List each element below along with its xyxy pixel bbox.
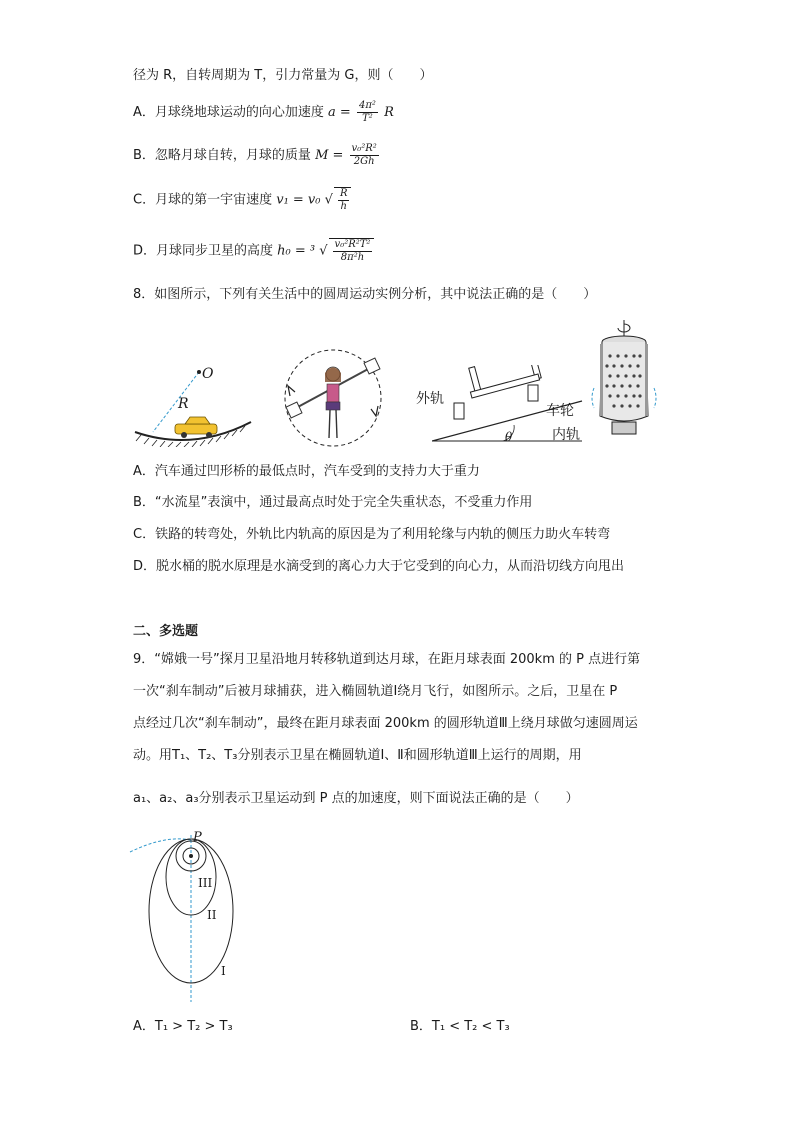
q7-option-b-lhs: M = bbox=[315, 148, 344, 163]
spin-dryer-figure bbox=[588, 318, 668, 448]
q7-option-b-fraction bbox=[350, 143, 379, 168]
water-meteor-figure bbox=[278, 346, 388, 451]
q7-intro: 径为 R，自转周期为 T，引力常量为 G，则（ ） bbox=[133, 68, 433, 83]
q7-option-c-denominator: h bbox=[340, 201, 347, 212]
q8-stem: 8．如图所示，下列有关生活中的圆周运动实例分析，其中说法正确的是（ ） bbox=[133, 287, 597, 302]
q7-option-d-numerator: v₀²R²T² bbox=[334, 239, 371, 250]
girl-icon bbox=[325, 367, 341, 438]
q7-option-a-numerator: 4π² bbox=[358, 100, 376, 111]
q7-option-c-radical bbox=[334, 187, 352, 213]
q7-option-b[interactable] bbox=[133, 143, 381, 168]
q7-option-a-tail: R bbox=[384, 105, 394, 120]
q7-option-c[interactable] bbox=[133, 187, 351, 213]
orbit-ii-label: II bbox=[207, 908, 217, 922]
q7-option-d-denominator: 8π²h bbox=[340, 252, 365, 263]
q9-text-line-3: 点经过几次“刹车制动”，最终在距月球表面 200km 的圆形轨道Ⅲ上绕月球做匀速圆周运 bbox=[133, 716, 638, 731]
q9-text-line-4: 动。用T₁、T₂、T₃分别表示卫星在椭圆轨道Ⅰ、Ⅱ和圆形轨道Ⅲ上运行的周期，用 bbox=[133, 748, 582, 763]
q9-option-b[interactable]: B．T₁ < T₂ < T₃ bbox=[410, 1019, 510, 1034]
q7-option-b-text: B．忽略月球自转，月球的质量 bbox=[133, 148, 311, 163]
q7-option-b-denominator: 2Gh bbox=[353, 156, 375, 167]
q8-option-b[interactable]: B．“水流星”表演中，通过最高点时处于完全失重状态，不受重力作用 bbox=[133, 495, 533, 510]
q7-option-d[interactable] bbox=[133, 238, 374, 264]
q7-option-a-text: A．月球绕地球运动的向心加速度 bbox=[133, 105, 324, 120]
q7-option-d-text: D．月球同步卫星的高度 bbox=[133, 243, 274, 259]
q7-option-d-lhs: h₀ = ³ bbox=[277, 243, 316, 259]
inner-rail-label: 内轨 bbox=[552, 427, 580, 443]
q9-text-line-5: a₁、a₂、a₃分别表示卫星运动到 P 点的加速度，则下面说法正确的是（ ） bbox=[133, 791, 579, 806]
q7-option-a-fraction bbox=[357, 100, 378, 125]
point-p-label: P bbox=[193, 830, 202, 845]
q8-option-a[interactable]: A．汽车通过凹形桥的最低点时，汽车受到的支持力大于重力 bbox=[133, 464, 480, 479]
outer-rail-label: 外轨 bbox=[416, 391, 444, 407]
cup-icon bbox=[364, 358, 380, 374]
car-icon bbox=[175, 417, 217, 438]
angle-theta-label: θ bbox=[505, 430, 513, 444]
radius-r-label: R bbox=[178, 396, 189, 412]
cube-root-sign-icon: √ bbox=[319, 243, 328, 259]
q7-option-a-denominator: T² bbox=[362, 113, 373, 124]
q7-option-b-numerator: v₀²R² bbox=[351, 143, 377, 154]
sqrt-sign-icon: √ bbox=[324, 192, 333, 208]
wheel-label: 车轮 bbox=[546, 403, 574, 419]
q9-option-a[interactable]: A．T₁ > T₂ > T₃ bbox=[133, 1019, 233, 1034]
q7-option-c-lhs: v₁ = v₀ bbox=[276, 192, 321, 208]
q8-option-d[interactable]: D．脱水桶的脱水原理是水滴受到的离心力大于它受到的向心力，从而沿切线方向甩出 bbox=[133, 559, 625, 574]
concave-bridge-figure bbox=[133, 352, 263, 447]
q7-option-a-lhs: a = bbox=[328, 105, 351, 120]
center-o-label: O bbox=[202, 366, 214, 382]
q7-option-a[interactable] bbox=[133, 100, 394, 125]
q9-text-line-2: 一次“刹车制动”后被月球捕获，进入椭圆轨道Ⅰ绕月飞行，如图所示。之后，卫星在 P bbox=[133, 684, 618, 699]
orbits-figure bbox=[125, 830, 255, 1005]
orbit-iii-label: III bbox=[198, 876, 213, 890]
q7-option-c-numerator: R bbox=[339, 188, 348, 199]
q7-option-d-radical bbox=[329, 238, 375, 264]
q9-text-line-1: 9．“嫦娥一号”探月卫星沿地月转移轨道到达月球，在距月球表面 200km 的 P 点进行第 bbox=[133, 652, 641, 667]
section-title: 二、多选题 bbox=[133, 624, 199, 639]
cup-icon bbox=[286, 402, 302, 418]
q7-option-c-text: C．月球的第一宇宙速度 bbox=[133, 192, 273, 208]
orbit-i-label: I bbox=[221, 964, 226, 978]
q8-option-c[interactable]: C．铁路的转弯处，外轨比内轨高的原因是为了利用轮缘与内轨的侧压力助火车转弯 bbox=[133, 527, 611, 542]
